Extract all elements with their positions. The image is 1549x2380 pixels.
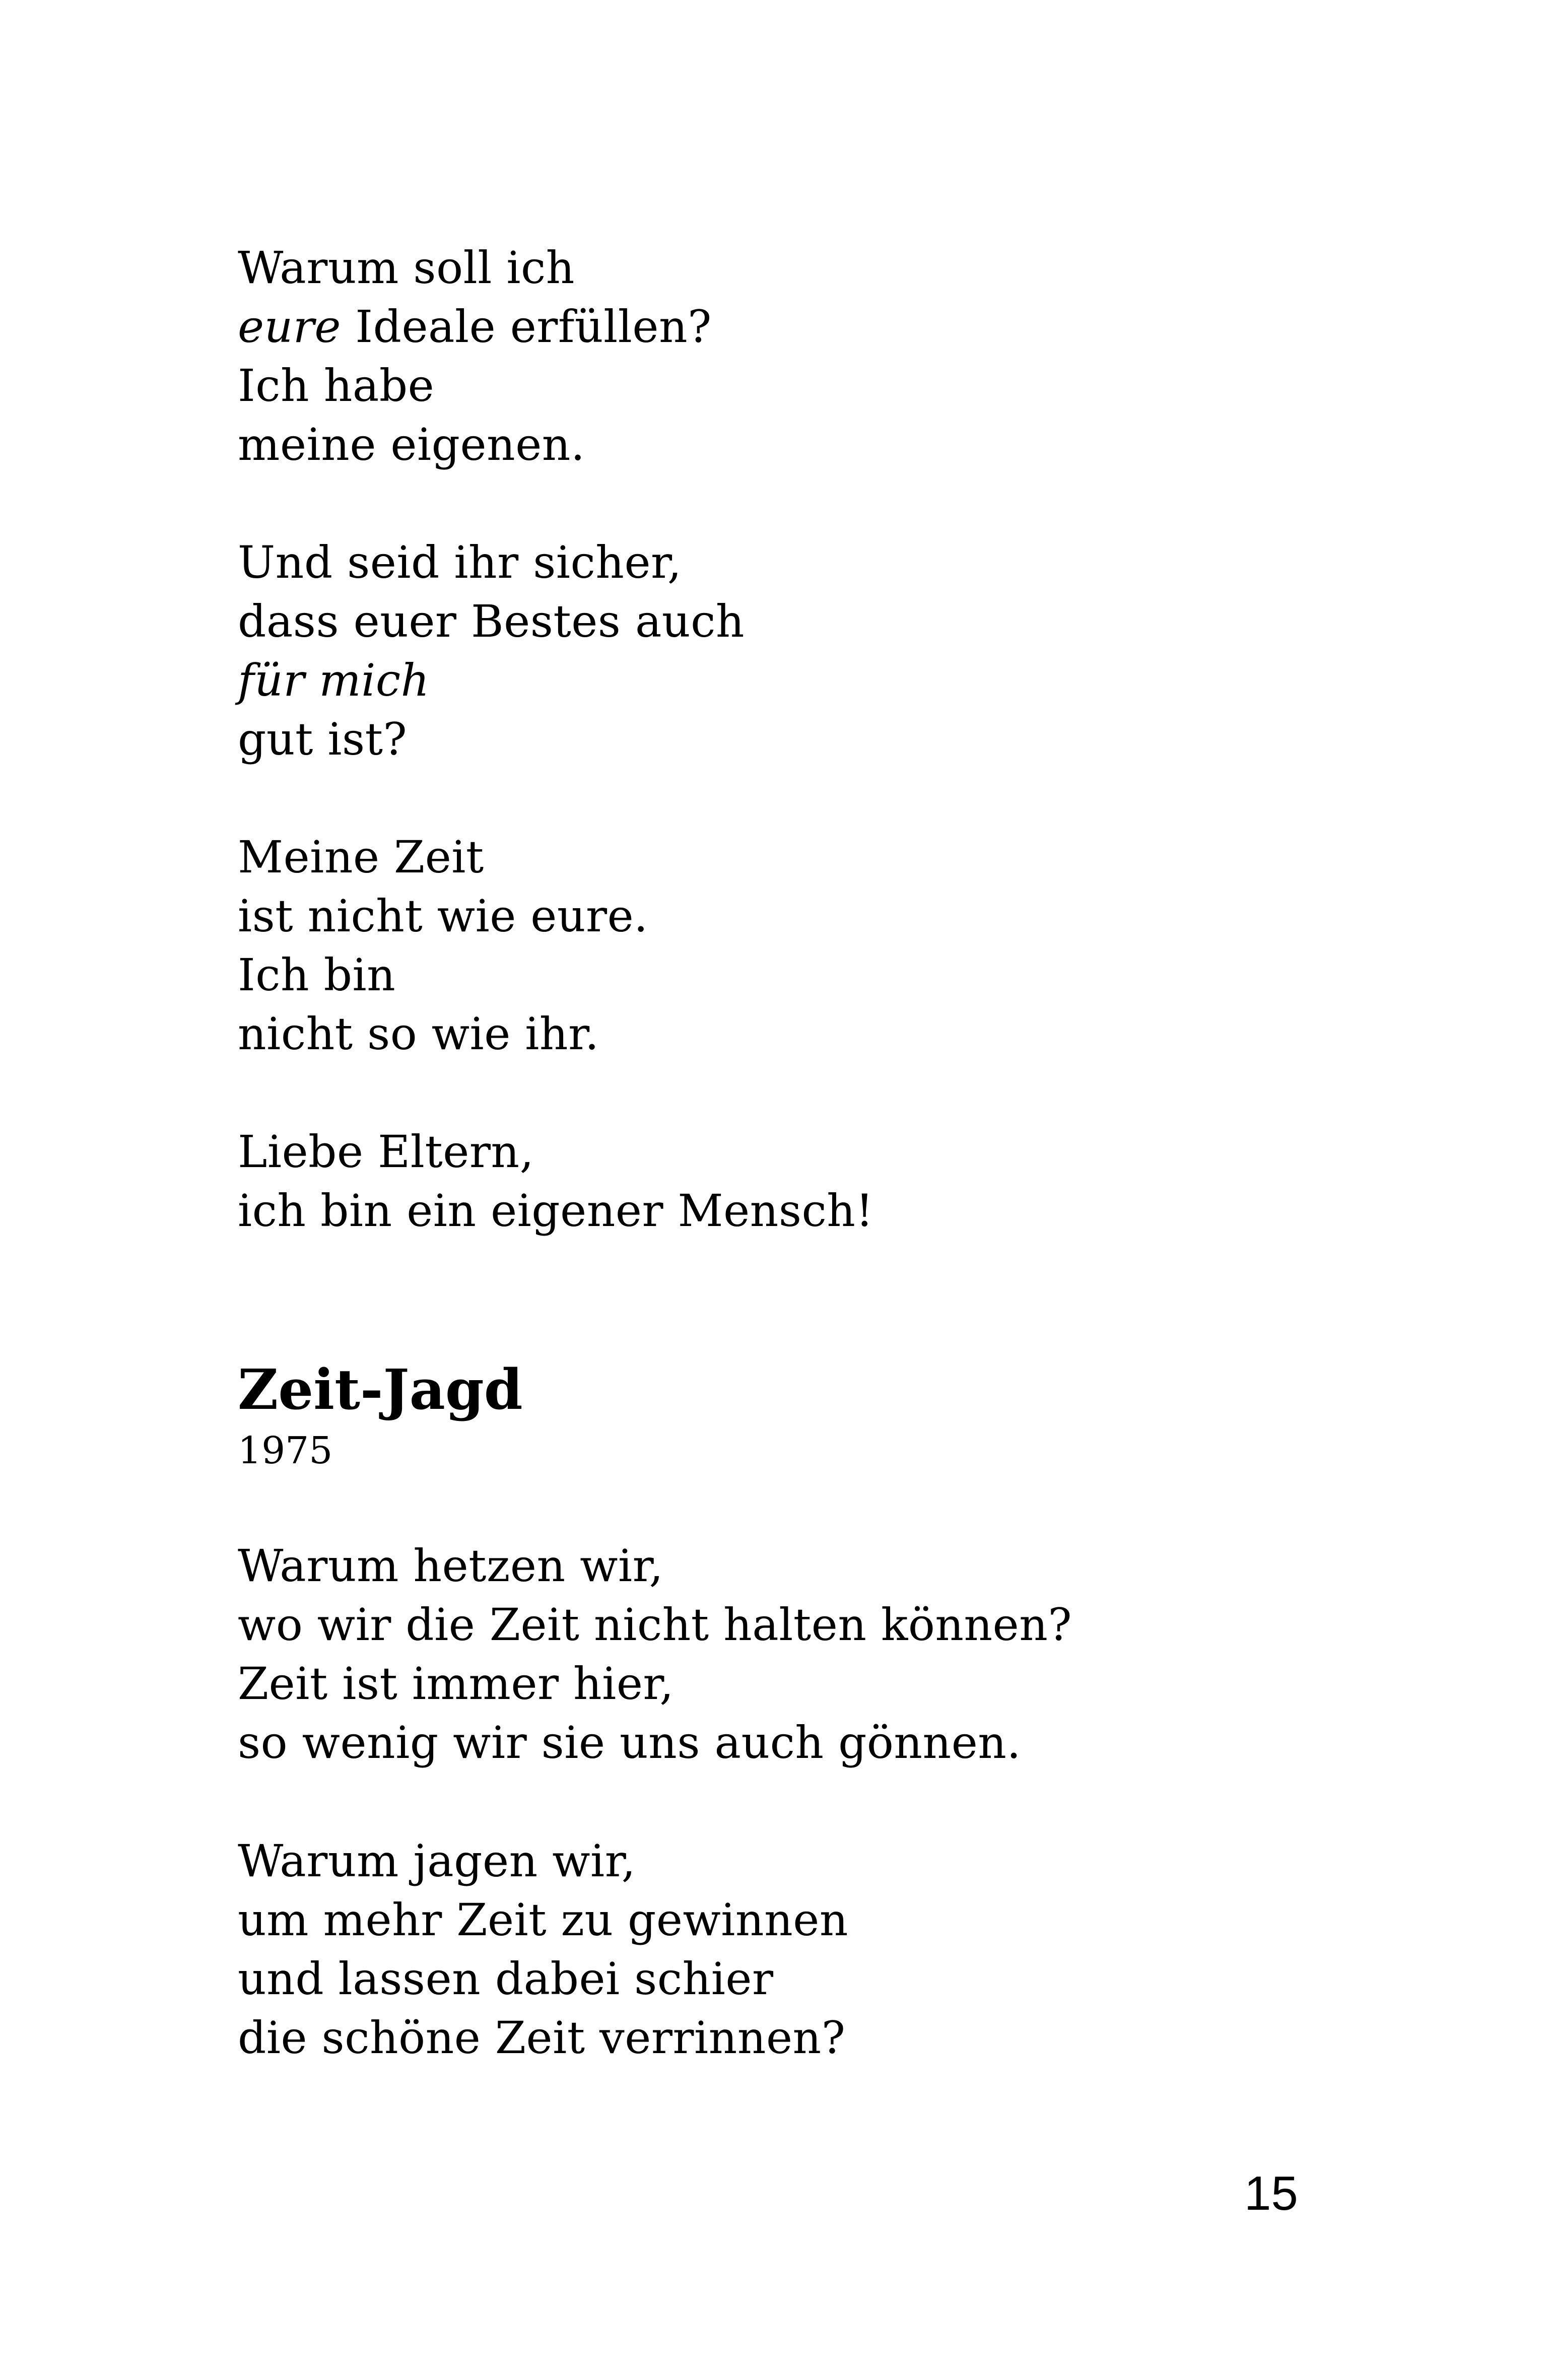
poem-line: Warum soll ich: [238, 242, 575, 294]
poem-line: gut ist?: [238, 713, 408, 765]
stanza: [238, 1536, 1072, 1772]
poem-line: so wenig wir sie uns auch gönnen.: [238, 1717, 1021, 1769]
poem-year: 1975: [238, 1429, 333, 1472]
line-rest: Ideale erfüllen?: [341, 301, 712, 353]
poem-line: Ich habe: [238, 360, 435, 412]
poem-line: Warum hetzen wir,: [238, 1540, 663, 1592]
page-number: 15: [1244, 2166, 1298, 2220]
poem-line: Und seid ihr sicher,: [238, 536, 682, 588]
poem-line: ist nicht wie eure.: [238, 890, 648, 942]
poem-line: dass euer Bestes auch: [238, 595, 745, 647]
poem-line: die schöne Zeit verrinnen?: [238, 2012, 846, 2064]
poem-line: Ich bin: [238, 949, 396, 1001]
poem-line: [238, 297, 712, 356]
poem-line: meine eigenen.: [238, 419, 585, 470]
emphasized-phrase: für mich: [238, 654, 430, 706]
poem-line: ich bin ein eigener Mensch!: [238, 1185, 874, 1237]
poem-line: Liebe Eltern,: [238, 1126, 534, 1178]
emphasized-word: eure: [238, 301, 341, 353]
stanza: [238, 533, 745, 769]
poem-line: nicht so wie ihr.: [238, 1008, 599, 1060]
poem-line: Zeit ist immer hier,: [238, 1658, 674, 1710]
poem-line: um mehr Zeit zu gewinnen: [238, 1894, 849, 1946]
poem-line: [238, 651, 745, 710]
poem-title: Zeit-Jagd: [238, 1357, 523, 1422]
poem-line: und lassen dabei schier: [238, 1953, 774, 2005]
stanza: [238, 1831, 848, 2067]
poem-line: wo wir die Zeit nicht halten können?: [238, 1599, 1072, 1651]
poem-line: Meine Zeit: [238, 831, 484, 883]
stanza: [238, 238, 712, 474]
stanza: [238, 828, 648, 1063]
poem-line: Warum jagen wir,: [238, 1835, 636, 1887]
stanza: [238, 1122, 873, 1240]
